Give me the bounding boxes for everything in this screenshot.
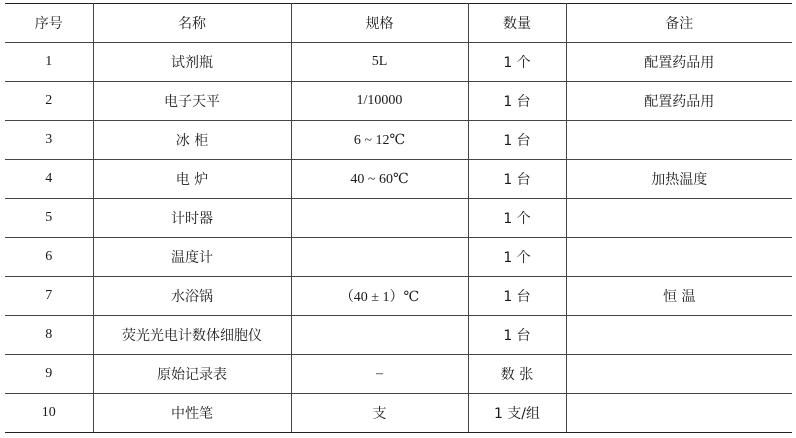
table-row [5, 43, 792, 82]
cell-qty: 数 张 [468, 355, 566, 394]
cell-spec: 40 ~ 60℃ [291, 160, 468, 199]
cell-index: 1 [5, 43, 93, 82]
cell-qty: 1 台 [468, 82, 566, 121]
cell-qty: 1 个 [468, 238, 566, 277]
cell-index: 7 [5, 277, 93, 316]
table-row [5, 238, 792, 277]
cell-index: 3 [5, 121, 93, 160]
cell-qty: 1 台 [468, 160, 566, 199]
cell-index: 5 [5, 199, 93, 238]
cell-name: 电子天平 [93, 82, 291, 121]
cell-index: 4 [5, 160, 93, 199]
cell-qty: 1 台 [468, 277, 566, 316]
cell-note [566, 394, 792, 433]
cell-spec: – [291, 355, 468, 394]
cell-name: 原始记录表 [93, 355, 291, 394]
cell-name: 计时器 [93, 199, 291, 238]
table-header-row [5, 4, 792, 43]
cell-note [566, 121, 792, 160]
cell-spec: 5L [291, 43, 468, 82]
table-row [5, 121, 792, 160]
header-name: 名称 [93, 4, 291, 43]
cell-qty: 1 个 [468, 43, 566, 82]
cell-spec: 1/10000 [291, 82, 468, 121]
header-index: 序号 [5, 4, 93, 43]
cell-qty: 1 支/组 [468, 394, 566, 433]
cell-note: 恒 温 [566, 277, 792, 316]
cell-name: 中性笔 [93, 394, 291, 433]
table-row [5, 82, 792, 121]
equipment-table [5, 3, 792, 433]
table-row [5, 277, 792, 316]
header-note: 备注 [566, 4, 792, 43]
cell-index: 10 [5, 394, 93, 433]
table-row [5, 199, 792, 238]
cell-name: 试剂瓶 [93, 43, 291, 82]
cell-name: 电 炉 [93, 160, 291, 199]
cell-note [566, 199, 792, 238]
cell-qty: 1 台 [468, 121, 566, 160]
cell-spec: （40 ± 1）℃ [291, 277, 468, 316]
table-row [5, 160, 792, 199]
cell-qty: 1 个 [468, 199, 566, 238]
cell-spec [291, 238, 468, 277]
cell-note: 加热温度 [566, 160, 792, 199]
cell-note: 配置药品用 [566, 43, 792, 82]
header-spec: 规格 [291, 4, 468, 43]
cell-note [566, 316, 792, 355]
cell-spec [291, 316, 468, 355]
cell-name: 冰 柜 [93, 121, 291, 160]
cell-qty: 1 台 [468, 316, 566, 355]
cell-index: 2 [5, 82, 93, 121]
cell-index: 6 [5, 238, 93, 277]
table-row [5, 394, 792, 433]
header-qty: 数量 [468, 4, 566, 43]
cell-index: 8 [5, 316, 93, 355]
cell-name: 水浴锅 [93, 277, 291, 316]
cell-spec: 6 ~ 12℃ [291, 121, 468, 160]
cell-spec [291, 199, 468, 238]
cell-note [566, 355, 792, 394]
cell-spec: 支 [291, 394, 468, 433]
cell-index: 9 [5, 355, 93, 394]
table-row [5, 316, 792, 355]
table-row [5, 355, 792, 394]
cell-name: 荧光光电计数体细胞仪 [93, 316, 291, 355]
cell-note [566, 238, 792, 277]
cell-name: 温度计 [93, 238, 291, 277]
cell-note: 配置药品用 [566, 82, 792, 121]
